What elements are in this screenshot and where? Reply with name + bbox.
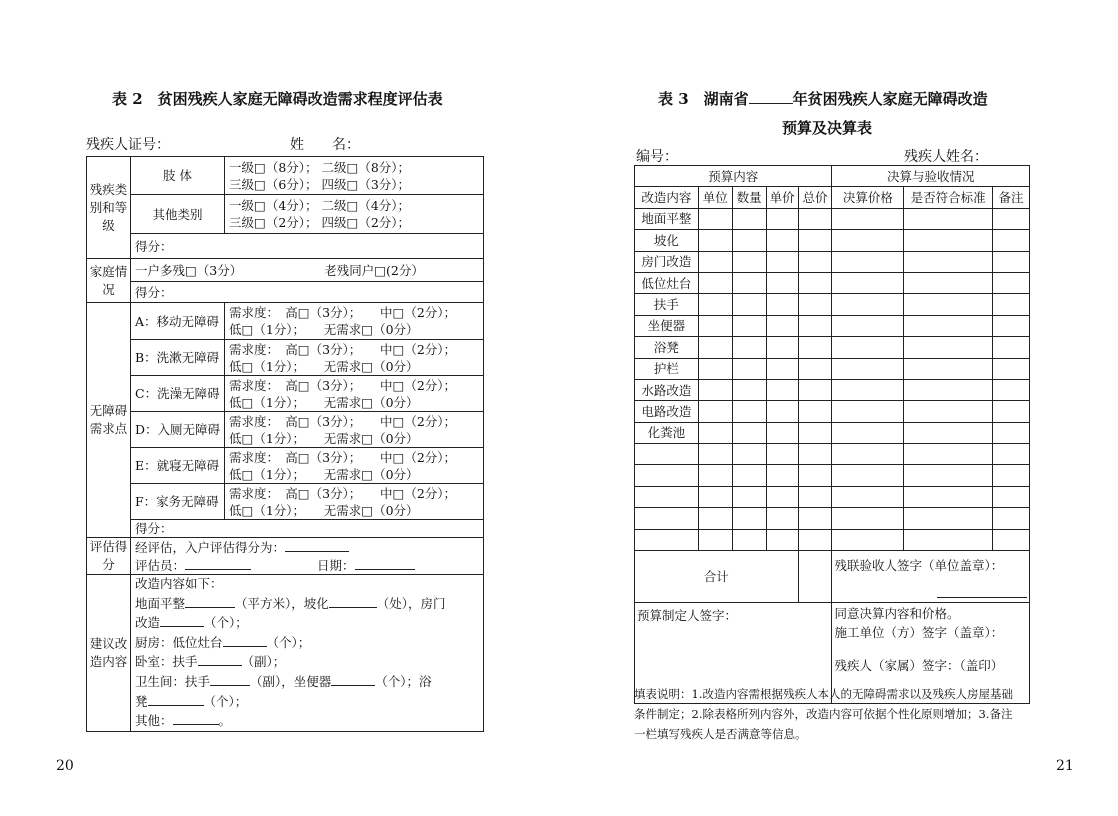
kitchen-unit-label: （个）； bbox=[266, 634, 311, 650]
table-cell bbox=[698, 251, 732, 272]
bedroom-unit-label: （副）； bbox=[241, 654, 286, 670]
renovation-item: 扶手 bbox=[635, 294, 699, 315]
barrier-need-line2: 低□（1分）； 无需求□（0分） bbox=[229, 394, 419, 410]
table-cell bbox=[993, 337, 1030, 358]
table-cell bbox=[832, 444, 904, 465]
table-cell bbox=[732, 272, 766, 293]
table-cell bbox=[798, 315, 832, 336]
budget-content-header: 预算内容 bbox=[635, 166, 832, 187]
total-label: 合计 bbox=[635, 551, 799, 603]
table-cell bbox=[832, 422, 904, 443]
table-cell bbox=[798, 272, 832, 293]
table-row bbox=[635, 358, 1030, 379]
table-cell bbox=[766, 529, 798, 550]
table-cell bbox=[904, 358, 993, 379]
table-cell bbox=[832, 337, 904, 358]
table-row bbox=[635, 379, 1030, 400]
table-cell bbox=[698, 337, 732, 358]
renovation-item bbox=[635, 444, 699, 465]
table2-title: 表 2 贫困残疾人家庭无障碍改造需求程度评估表 bbox=[112, 90, 443, 108]
table-cell bbox=[993, 486, 1030, 507]
table-cell bbox=[904, 486, 993, 507]
table-cell bbox=[798, 465, 832, 486]
table-cell bbox=[766, 465, 798, 486]
table-cell bbox=[832, 294, 904, 315]
table-cell bbox=[832, 251, 904, 272]
table-cell bbox=[732, 337, 766, 358]
table-cell bbox=[993, 230, 1030, 251]
ramp-label: （平方米），坡化 bbox=[235, 595, 329, 611]
table-row bbox=[635, 401, 1030, 422]
kitchen-stove-label: 厨房：低位灶台 bbox=[135, 634, 223, 650]
table-row bbox=[635, 230, 1030, 251]
bathroom-handrail-label: 卫生间：扶手 bbox=[135, 673, 211, 689]
acceptance-signature-label: 残联验收人签字（单位盖章）： bbox=[834, 558, 1004, 574]
table-cell bbox=[766, 486, 798, 507]
table-row bbox=[635, 251, 1030, 272]
barrier-need-line2: 低□（1分）； 无需求□（0分） bbox=[229, 430, 419, 446]
table-cell bbox=[732, 315, 766, 336]
limb-grade-line2: 三级□（6分）； 四级□（3分）； bbox=[229, 176, 411, 192]
table-cell bbox=[904, 230, 993, 251]
table-cell bbox=[732, 529, 766, 550]
other-grade-line2: 三级□（2分）； 四级□（2分）； bbox=[229, 215, 411, 230]
table-cell bbox=[832, 465, 904, 486]
disability-cert-label: 残疾人证号： bbox=[86, 137, 170, 153]
table-cell bbox=[698, 529, 732, 550]
table-cell bbox=[798, 529, 832, 550]
renovation-item: 护栏 bbox=[635, 358, 699, 379]
agree-text: 同意决算内容和价格。 bbox=[834, 606, 960, 622]
other-category-label: 其他类别 bbox=[131, 195, 225, 234]
table-cell bbox=[904, 465, 993, 486]
table-cell bbox=[832, 379, 904, 400]
table-cell bbox=[732, 422, 766, 443]
door-unit-label: （个）； bbox=[204, 615, 248, 631]
table-cell bbox=[904, 272, 993, 293]
table-cell bbox=[698, 444, 732, 465]
barrier-need-line1: 需求度： 高□（3分）； 中□（2分）； bbox=[229, 413, 457, 429]
table-cell bbox=[993, 251, 1030, 272]
column-header: 决算价格 bbox=[832, 187, 904, 208]
table3-title: 表 3 湖南省 年贫困残疾人家庭无障碍改造 bbox=[658, 90, 988, 108]
table-cell bbox=[904, 337, 993, 358]
page-number-left: 20 bbox=[56, 758, 74, 774]
renovation-item bbox=[635, 465, 699, 486]
table-cell bbox=[766, 444, 798, 465]
table-cell bbox=[993, 401, 1030, 422]
table-cell bbox=[698, 379, 732, 400]
table-cell bbox=[732, 230, 766, 251]
table-cell bbox=[798, 486, 832, 507]
table-cell bbox=[798, 294, 832, 315]
limb-label: 肢 体 bbox=[131, 157, 225, 195]
table-cell bbox=[732, 465, 766, 486]
barrier-item-name: B：洗漱无障碍 bbox=[131, 340, 225, 376]
date-label: 日期： bbox=[317, 558, 355, 573]
table-cell bbox=[832, 529, 904, 550]
table-cell bbox=[832, 508, 904, 529]
floor-leveling-label: 地面平整 bbox=[135, 595, 186, 611]
stool-unit-label: （个）； bbox=[203, 693, 248, 709]
table-cell bbox=[832, 358, 904, 379]
table-cell bbox=[698, 230, 732, 251]
table-cell bbox=[698, 465, 732, 486]
family-score: 得分： bbox=[131, 282, 484, 303]
table-cell bbox=[732, 486, 766, 507]
barrier-item-name: C：洗澡无障碍 bbox=[131, 376, 225, 412]
column-header: 数量 bbox=[732, 187, 766, 208]
table-cell bbox=[904, 422, 993, 443]
barrier-need-line1: 需求度： 高□（3分）； 中□（2分）； bbox=[229, 341, 457, 357]
table-cell bbox=[993, 422, 1030, 443]
table-cell bbox=[904, 379, 993, 400]
toilet-label: （副），坐便器 bbox=[250, 673, 332, 689]
assessment-table bbox=[86, 156, 484, 732]
table-cell bbox=[904, 251, 993, 272]
table-cell bbox=[798, 230, 832, 251]
builder-signature-label: 施工单位（方）签字（盖章）： bbox=[834, 625, 1004, 641]
table-row bbox=[635, 486, 1030, 507]
serial-number-label: 编号： bbox=[636, 149, 678, 165]
table-cell bbox=[732, 379, 766, 400]
bath-stool-label: （个）；浴 bbox=[375, 673, 432, 689]
table-cell bbox=[766, 230, 798, 251]
other-end: 。 bbox=[218, 713, 232, 729]
renovation-item: 坐便器 bbox=[635, 315, 699, 336]
table-row bbox=[635, 465, 1030, 486]
table-cell bbox=[766, 401, 798, 422]
table-cell bbox=[798, 208, 832, 229]
renovation-item: 水路改造 bbox=[635, 379, 699, 400]
table-cell bbox=[798, 422, 832, 443]
renovation-item: 电路改造 bbox=[635, 401, 699, 422]
table-cell bbox=[904, 444, 993, 465]
budget-table bbox=[634, 165, 1030, 704]
barrier-item-name: F：家务无障碍 bbox=[131, 484, 225, 520]
table-cell bbox=[832, 401, 904, 422]
disability-score: 得分： bbox=[131, 234, 484, 259]
barrier-score: 得分： bbox=[131, 520, 484, 538]
table-row bbox=[635, 508, 1030, 529]
table-cell bbox=[798, 358, 832, 379]
table-cell bbox=[904, 294, 993, 315]
table-cell bbox=[732, 444, 766, 465]
table-cell bbox=[798, 251, 832, 272]
barrier-need-line1: 需求度： 高□（3分）； 中□（2分）； bbox=[229, 449, 457, 465]
table-cell bbox=[993, 444, 1030, 465]
table-cell bbox=[832, 230, 904, 251]
table-row bbox=[635, 529, 1030, 550]
table-cell bbox=[732, 401, 766, 422]
table-cell bbox=[732, 251, 766, 272]
table-cell bbox=[993, 508, 1030, 529]
table-cell bbox=[993, 465, 1030, 486]
fill-instructions: 填表说明：1.改造内容需根据残疾人本人的无障碍需求以及残疾人房屋基础 条件制定；2.除表格所列内容外，改造内容可依据个性化原则增加；3.备注 一栏填写残疾人是否满意等信息。 bbox=[634, 687, 1013, 741]
barrier-need-line2: 低□（1分）； 无需求□（0分） bbox=[229, 358, 419, 374]
table-cell bbox=[698, 508, 732, 529]
table-row bbox=[635, 444, 1030, 465]
renovation-item: 坡化 bbox=[635, 230, 699, 251]
renovation-item bbox=[635, 508, 699, 529]
table-cell bbox=[766, 337, 798, 358]
table-cell bbox=[993, 358, 1030, 379]
column-header: 是否符合标准 bbox=[904, 187, 993, 208]
family-signature-label: 残疾人（家属）签字：（盖印） bbox=[834, 658, 1004, 674]
table-cell bbox=[766, 294, 798, 315]
disability-category-label: 残疾类别和等级 bbox=[87, 157, 131, 259]
table-cell bbox=[798, 379, 832, 400]
table-row bbox=[635, 272, 1030, 293]
suggested-renovation-label: 建议改造内容 bbox=[87, 575, 131, 732]
renovation-item: 房门改造 bbox=[635, 251, 699, 272]
table-cell bbox=[698, 315, 732, 336]
renovation-intro: 改造内容如下： bbox=[135, 576, 223, 591]
table-cell bbox=[766, 315, 798, 336]
table-cell bbox=[832, 208, 904, 229]
bedroom-handrail-label: 卧室：扶手 bbox=[135, 654, 198, 670]
table-cell bbox=[798, 401, 832, 422]
table-cell bbox=[904, 401, 993, 422]
stool-label: 凳 bbox=[135, 693, 148, 709]
table-cell bbox=[732, 508, 766, 529]
table-cell bbox=[698, 208, 732, 229]
table-cell bbox=[904, 508, 993, 529]
table-cell bbox=[732, 208, 766, 229]
table-cell bbox=[798, 444, 832, 465]
table-cell bbox=[698, 422, 732, 443]
table-cell bbox=[766, 208, 798, 229]
renovation-item: 低位灶台 bbox=[635, 272, 699, 293]
renovation-item bbox=[635, 486, 699, 507]
budget-maker-signature: 预算制定人签字： bbox=[635, 603, 832, 704]
column-header: 备注 bbox=[993, 187, 1030, 208]
barrier-need-line2: 低□（1分）； 无需求□（0分） bbox=[229, 502, 419, 518]
evaluation-score-text: 经评估，入户评估得分为： bbox=[135, 540, 286, 555]
barrier-need-label: 无障碍需求点 bbox=[87, 303, 131, 538]
family-situation-label: 家庭情况 bbox=[87, 259, 131, 303]
renovation-item: 地面平整 bbox=[635, 208, 699, 229]
table-cell bbox=[993, 315, 1030, 336]
table-cell bbox=[993, 208, 1030, 229]
column-header: 单价 bbox=[766, 187, 798, 208]
table-cell bbox=[798, 508, 832, 529]
table-cell bbox=[832, 315, 904, 336]
barrier-need-line2: 低□（1分）； 无需求□（0分） bbox=[229, 322, 419, 337]
table-cell bbox=[832, 486, 904, 507]
table-cell bbox=[766, 272, 798, 293]
page-number-right: 21 bbox=[1056, 758, 1074, 774]
multi-disabled-option: 一户多残□（3分） bbox=[135, 262, 243, 278]
name-label: 姓 名： bbox=[290, 137, 360, 153]
table-cell bbox=[766, 251, 798, 272]
table-cell bbox=[904, 315, 993, 336]
table-cell bbox=[832, 272, 904, 293]
table-cell bbox=[766, 358, 798, 379]
disabled-person-name-label: 残疾人姓名： bbox=[904, 149, 988, 165]
table-row bbox=[635, 315, 1030, 336]
barrier-item-name: A：移动无障碍 bbox=[131, 303, 225, 340]
evaluation-score-label: 评估得分 bbox=[87, 538, 131, 575]
table-cell bbox=[766, 508, 798, 529]
barrier-need-line1: 需求度： 高□（3分）； 中□（2分）； bbox=[229, 485, 457, 501]
column-header: 改造内容 bbox=[635, 187, 699, 208]
table-cell bbox=[698, 486, 732, 507]
table-cell bbox=[732, 358, 766, 379]
table-cell bbox=[766, 379, 798, 400]
limb-grade-line1: 一级□（8分）； 二级□（8分）； bbox=[229, 159, 411, 175]
table-cell bbox=[698, 294, 732, 315]
table-row bbox=[635, 208, 1030, 229]
other-label: 其他： bbox=[135, 713, 173, 729]
door-label: （处），房门 bbox=[376, 595, 446, 611]
renovation-item: 化粪池 bbox=[635, 422, 699, 443]
table-cell bbox=[698, 401, 732, 422]
table-cell bbox=[904, 529, 993, 550]
renovation-item bbox=[635, 529, 699, 550]
table-cell bbox=[766, 422, 798, 443]
barrier-item-name: D：入厕无障碍 bbox=[131, 412, 225, 448]
renovation-item: 浴凳 bbox=[635, 337, 699, 358]
barrier-need-line1: 需求度： 高□（3分）； 中□（2分）； bbox=[229, 377, 457, 393]
final-acceptance-header: 决算与验收情况 bbox=[832, 166, 1030, 187]
table-cell bbox=[904, 208, 993, 229]
table-row bbox=[635, 294, 1030, 315]
table-cell bbox=[698, 272, 732, 293]
table-cell bbox=[698, 358, 732, 379]
table-cell bbox=[993, 529, 1030, 550]
table-cell bbox=[993, 272, 1030, 293]
table-row bbox=[635, 422, 1030, 443]
column-header: 单位 bbox=[698, 187, 732, 208]
barrier-need-line2: 低□（1分）； 无需求□（0分） bbox=[229, 466, 419, 482]
evaluator-label: 评估员： bbox=[135, 558, 186, 573]
table-row bbox=[635, 337, 1030, 358]
barrier-item-name: E：就寝无障碍 bbox=[131, 448, 225, 484]
table-cell bbox=[993, 294, 1030, 315]
door-renovation-label: 改造 bbox=[135, 615, 161, 631]
barrier-need-line1: 需求度： 高□（3分）； 中□（2分）； bbox=[229, 305, 457, 320]
column-header: 总价 bbox=[798, 187, 832, 208]
table-cell bbox=[993, 379, 1030, 400]
table-cell bbox=[732, 294, 766, 315]
table-cell bbox=[798, 337, 832, 358]
elderly-disabled-option: 老残同户□(2分） bbox=[324, 262, 424, 278]
table3-subtitle: 预算及决算表 bbox=[782, 119, 873, 137]
other-grade-line1: 一级□（4分）； 二级□（4分）； bbox=[229, 198, 411, 213]
